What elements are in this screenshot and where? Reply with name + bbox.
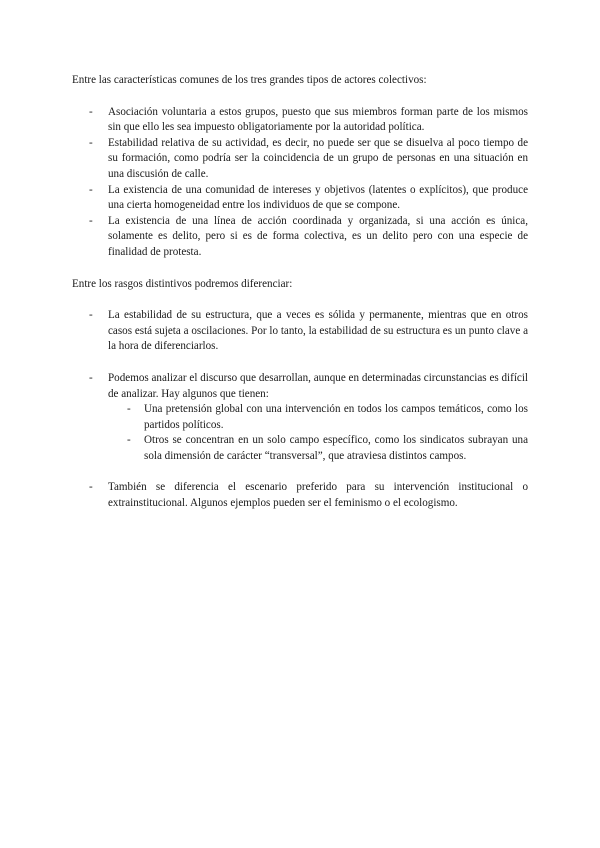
bullet-dash: -	[89, 105, 93, 118]
bullet-dash: -	[89, 481, 93, 494]
sub-list	[108, 402, 528, 464]
list-item	[72, 371, 528, 465]
section2-intro: Entre los rasgos distintivos podremos diferenciar:	[72, 277, 293, 290]
sub-list-item	[108, 402, 528, 433]
sub-list-item	[108, 433, 528, 464]
list-item	[72, 105, 528, 136]
list-item	[72, 214, 528, 261]
list-item-text: La existencia de una comunidad de intereses y objetivos (latentes o explícitos), que produce una cierta homogeneidad entre los individuos de que se compone.	[108, 183, 528, 212]
distinctive-traits-list-3	[72, 480, 528, 511]
distinctive-traits-list	[72, 308, 528, 355]
bullet-dash: -	[89, 309, 93, 322]
bullet-dash: -	[89, 371, 93, 384]
section1-intro: Entre las características comunes de los tres grandes tipos de actores colectivos:	[72, 74, 427, 86]
list-item-text: Estabilidad relativa de su actividad, es decir, no puede ser que se disuelva al poco tiempo de su formación, como podría ser la coincidencia de un grupo de personas en una situación en una discusión de calle.	[108, 136, 528, 180]
list-item	[72, 183, 528, 214]
list-item	[72, 480, 528, 511]
distinctive-traits-list-2	[72, 371, 528, 465]
list-item-text: También se diferencia el escenario preferido para su intervención institucional o extrainstitucional. Algunos ejemplos pueden ser el feminismo o el ecologismo.	[108, 481, 528, 510]
list-item-text: La estabilidad de su estructura, que a veces es sólida y permanente, mientras que en otros casos está sujeta a oscilaciones. Por lo tanto, la estabilidad de su estructura es un punto clave a la hora de diferenciarlos.	[108, 309, 528, 353]
list-item	[72, 308, 528, 355]
spacer	[72, 355, 528, 371]
characteristics-list	[72, 105, 528, 261]
spacer	[72, 464, 528, 480]
list-item	[72, 136, 528, 183]
spacer	[72, 292, 528, 308]
list-item-text: Asociación voluntaria a estos grupos, puesto que sus miembros forman parte de los mismos sin que ello les sea impuesto obligatoriamente por la autoridad política.	[108, 105, 528, 134]
sub-list-item-text: Una pretensión global con una intervención en todos los campos temáticos, como los partidos políticos.	[144, 403, 528, 431]
sub-bullet-dash: -	[127, 434, 131, 447]
document-page	[72, 73, 528, 512]
sub-bullet-dash: -	[127, 403, 131, 416]
spacer	[72, 89, 528, 105]
spacer	[72, 261, 528, 277]
list-item-text: Podemos analizar el discurso que desarrollan, aunque en determinadas circunstancias es difícil de analizar. Hay algunos que tienen:	[108, 371, 528, 400]
sub-list-item-text: Otros se concentran en un solo campo específico, como los sindicatos subrayan una sola dimensión de carácter “transversal”, que atraviesa distintos campos.	[144, 434, 528, 462]
bullet-dash: -	[89, 183, 93, 196]
bullet-dash: -	[89, 136, 93, 149]
list-item-text: La existencia de una línea de acción coordinada y organizada, si una acción es única, solamente es delito, pero si es de forma colectiva, es un delito pero con una especie de finalidad de protesta.	[108, 214, 528, 258]
bullet-dash: -	[89, 214, 93, 227]
